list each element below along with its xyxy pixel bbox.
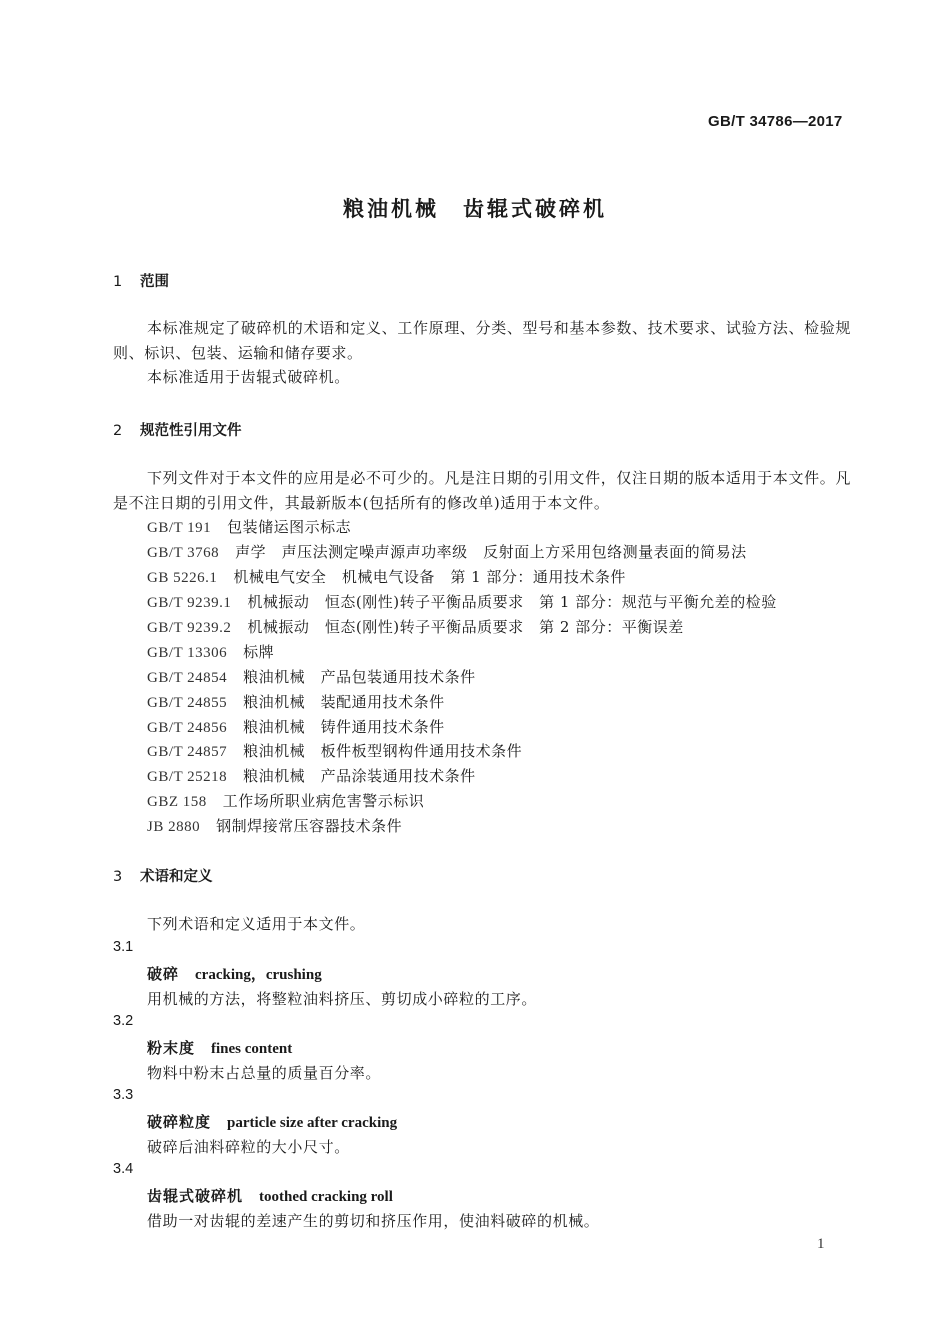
terms-intro: 下列术语和定义适用于本文件。: [147, 915, 366, 933]
term-heading: [147, 963, 322, 984]
reference-item: [147, 691, 445, 712]
section-3-heading: [113, 865, 213, 886]
section-title: 规范性引用文件: [140, 423, 242, 439]
term-heading: [147, 1111, 397, 1132]
reference-item: [147, 641, 274, 662]
reference-item: [147, 765, 476, 786]
reference-item: [147, 815, 402, 836]
term-english: particle size after cracking: [227, 1115, 398, 1131]
reference-title: 粮油机械 产品包装通用技术条件: [243, 668, 476, 686]
reference-item: [147, 541, 747, 562]
reference-item: [147, 666, 476, 687]
reference-item: [147, 566, 626, 587]
section-title: 范围: [140, 274, 169, 290]
reference-title: 机械振动 恒态(刚性)转子平衡品质要求 第 2 部分：平衡误差: [247, 618, 684, 636]
section-number: 3: [113, 869, 123, 885]
reference-title: 粮油机械 铸件通用技术条件: [243, 718, 445, 736]
reference-item: [147, 740, 522, 761]
reference-item: [147, 616, 684, 637]
term-definition: 借助一对齿辊的差速产生的剪切和挤压作用，使油料破碎的机械。: [147, 1212, 600, 1230]
reference-code: GB 5226.1: [147, 570, 218, 586]
reference-title: 钢制焊接常压容器技术条件: [216, 817, 403, 835]
scope-paragraph: 本标准规定了破碎机的术语和定义、工作原理、分类、型号和基本参数、技术要求、试验方法、检验规则、标识、包装、运输和储存要求。: [113, 319, 851, 362]
reference-title: 机械电气安全 机械电气设备 第 1 部分：通用技术条件: [233, 568, 626, 586]
reference-code: GBZ 158: [147, 794, 207, 810]
section-number: 1: [113, 274, 123, 290]
section-title: 术语和定义: [140, 869, 213, 885]
reference-title: 粮油机械 板件板型钢构件通用技术条件: [243, 742, 523, 760]
section-2-heading: [113, 419, 242, 440]
term-chinese: 齿辊式破碎机: [147, 1187, 244, 1205]
reference-title: 包装储运图示标志: [227, 518, 352, 536]
term-number: 3.2: [113, 1013, 134, 1029]
section-number: 2: [113, 423, 123, 439]
reference-code: GB/T 24855: [147, 695, 228, 711]
term-chinese: 粉末度: [147, 1039, 196, 1057]
reference-code: GB/T 13306: [147, 645, 228, 661]
reference-code: GB/T 191: [147, 520, 212, 536]
page-number: 1: [817, 1236, 825, 1252]
reference-title: 声学 声压法测定噪声源声功率级 反射面上方采用包络测量表面的简易法: [235, 543, 747, 561]
scope-applicability: 本标准适用于齿辊式破碎机。: [147, 368, 350, 386]
reference-code: GB/T 9239.1: [147, 595, 232, 611]
reference-code: GB/T 24854: [147, 670, 228, 686]
reference-code: GB/T 25218: [147, 769, 228, 785]
term-definition: 破碎后油料碎粒的大小尺寸。: [147, 1138, 350, 1156]
reference-code: GB/T 3768: [147, 545, 220, 561]
term-heading: [147, 1185, 393, 1206]
reference-code: GB/T 24857: [147, 744, 228, 760]
normative-references-intro: 下列文件对于本文件的应用是必不可少的。凡是注日期的引用文件，仅注日期的版本适用于本文件。凡是不注日期的引用文件，其最新版本(包括所有的修改单)适用于本文件。: [113, 469, 851, 512]
reference-title: 粮油机械 装配通用技术条件: [243, 693, 445, 711]
reference-item: [147, 516, 351, 537]
document-title: 粮油机械 齿辊式破碎机: [343, 197, 607, 221]
term-english: cracking，crushing: [195, 967, 322, 983]
section-1-heading: [113, 270, 169, 291]
term-chinese: 破碎: [147, 965, 180, 983]
term-english: fines content: [211, 1041, 293, 1057]
reference-code: GB/T 9239.2: [147, 620, 232, 636]
reference-title: 工作场所职业病危害警示标识: [222, 792, 425, 810]
term-number: 3.1: [113, 939, 134, 955]
reference-code: GB/T 24856: [147, 720, 228, 736]
reference-title: 粮油机械 产品涂装通用技术条件: [243, 767, 476, 785]
reference-code: JB 2880: [147, 819, 201, 835]
term-number: 3.3: [113, 1087, 134, 1103]
term-chinese: 破碎粒度: [147, 1113, 212, 1131]
term-number: 3.4: [113, 1161, 134, 1177]
reference-item: [147, 716, 445, 737]
reference-title: 机械振动 恒态(刚性)转子平衡品质要求 第 1 部分：规范与平衡允差的检验: [247, 593, 777, 611]
reference-title: 标牌: [243, 643, 275, 661]
term-definition: 物料中粉末占总量的质量百分率。: [147, 1064, 382, 1082]
term-heading: [147, 1037, 292, 1058]
standard-code: GB/T 34786—2017: [708, 113, 843, 130]
reference-item: [147, 790, 424, 811]
term-english: toothed cracking roll: [259, 1189, 393, 1205]
reference-item: [147, 591, 777, 612]
term-definition: 用机械的方法，将整粒油料挤压、剪切成小碎粒的工序。: [147, 990, 538, 1008]
